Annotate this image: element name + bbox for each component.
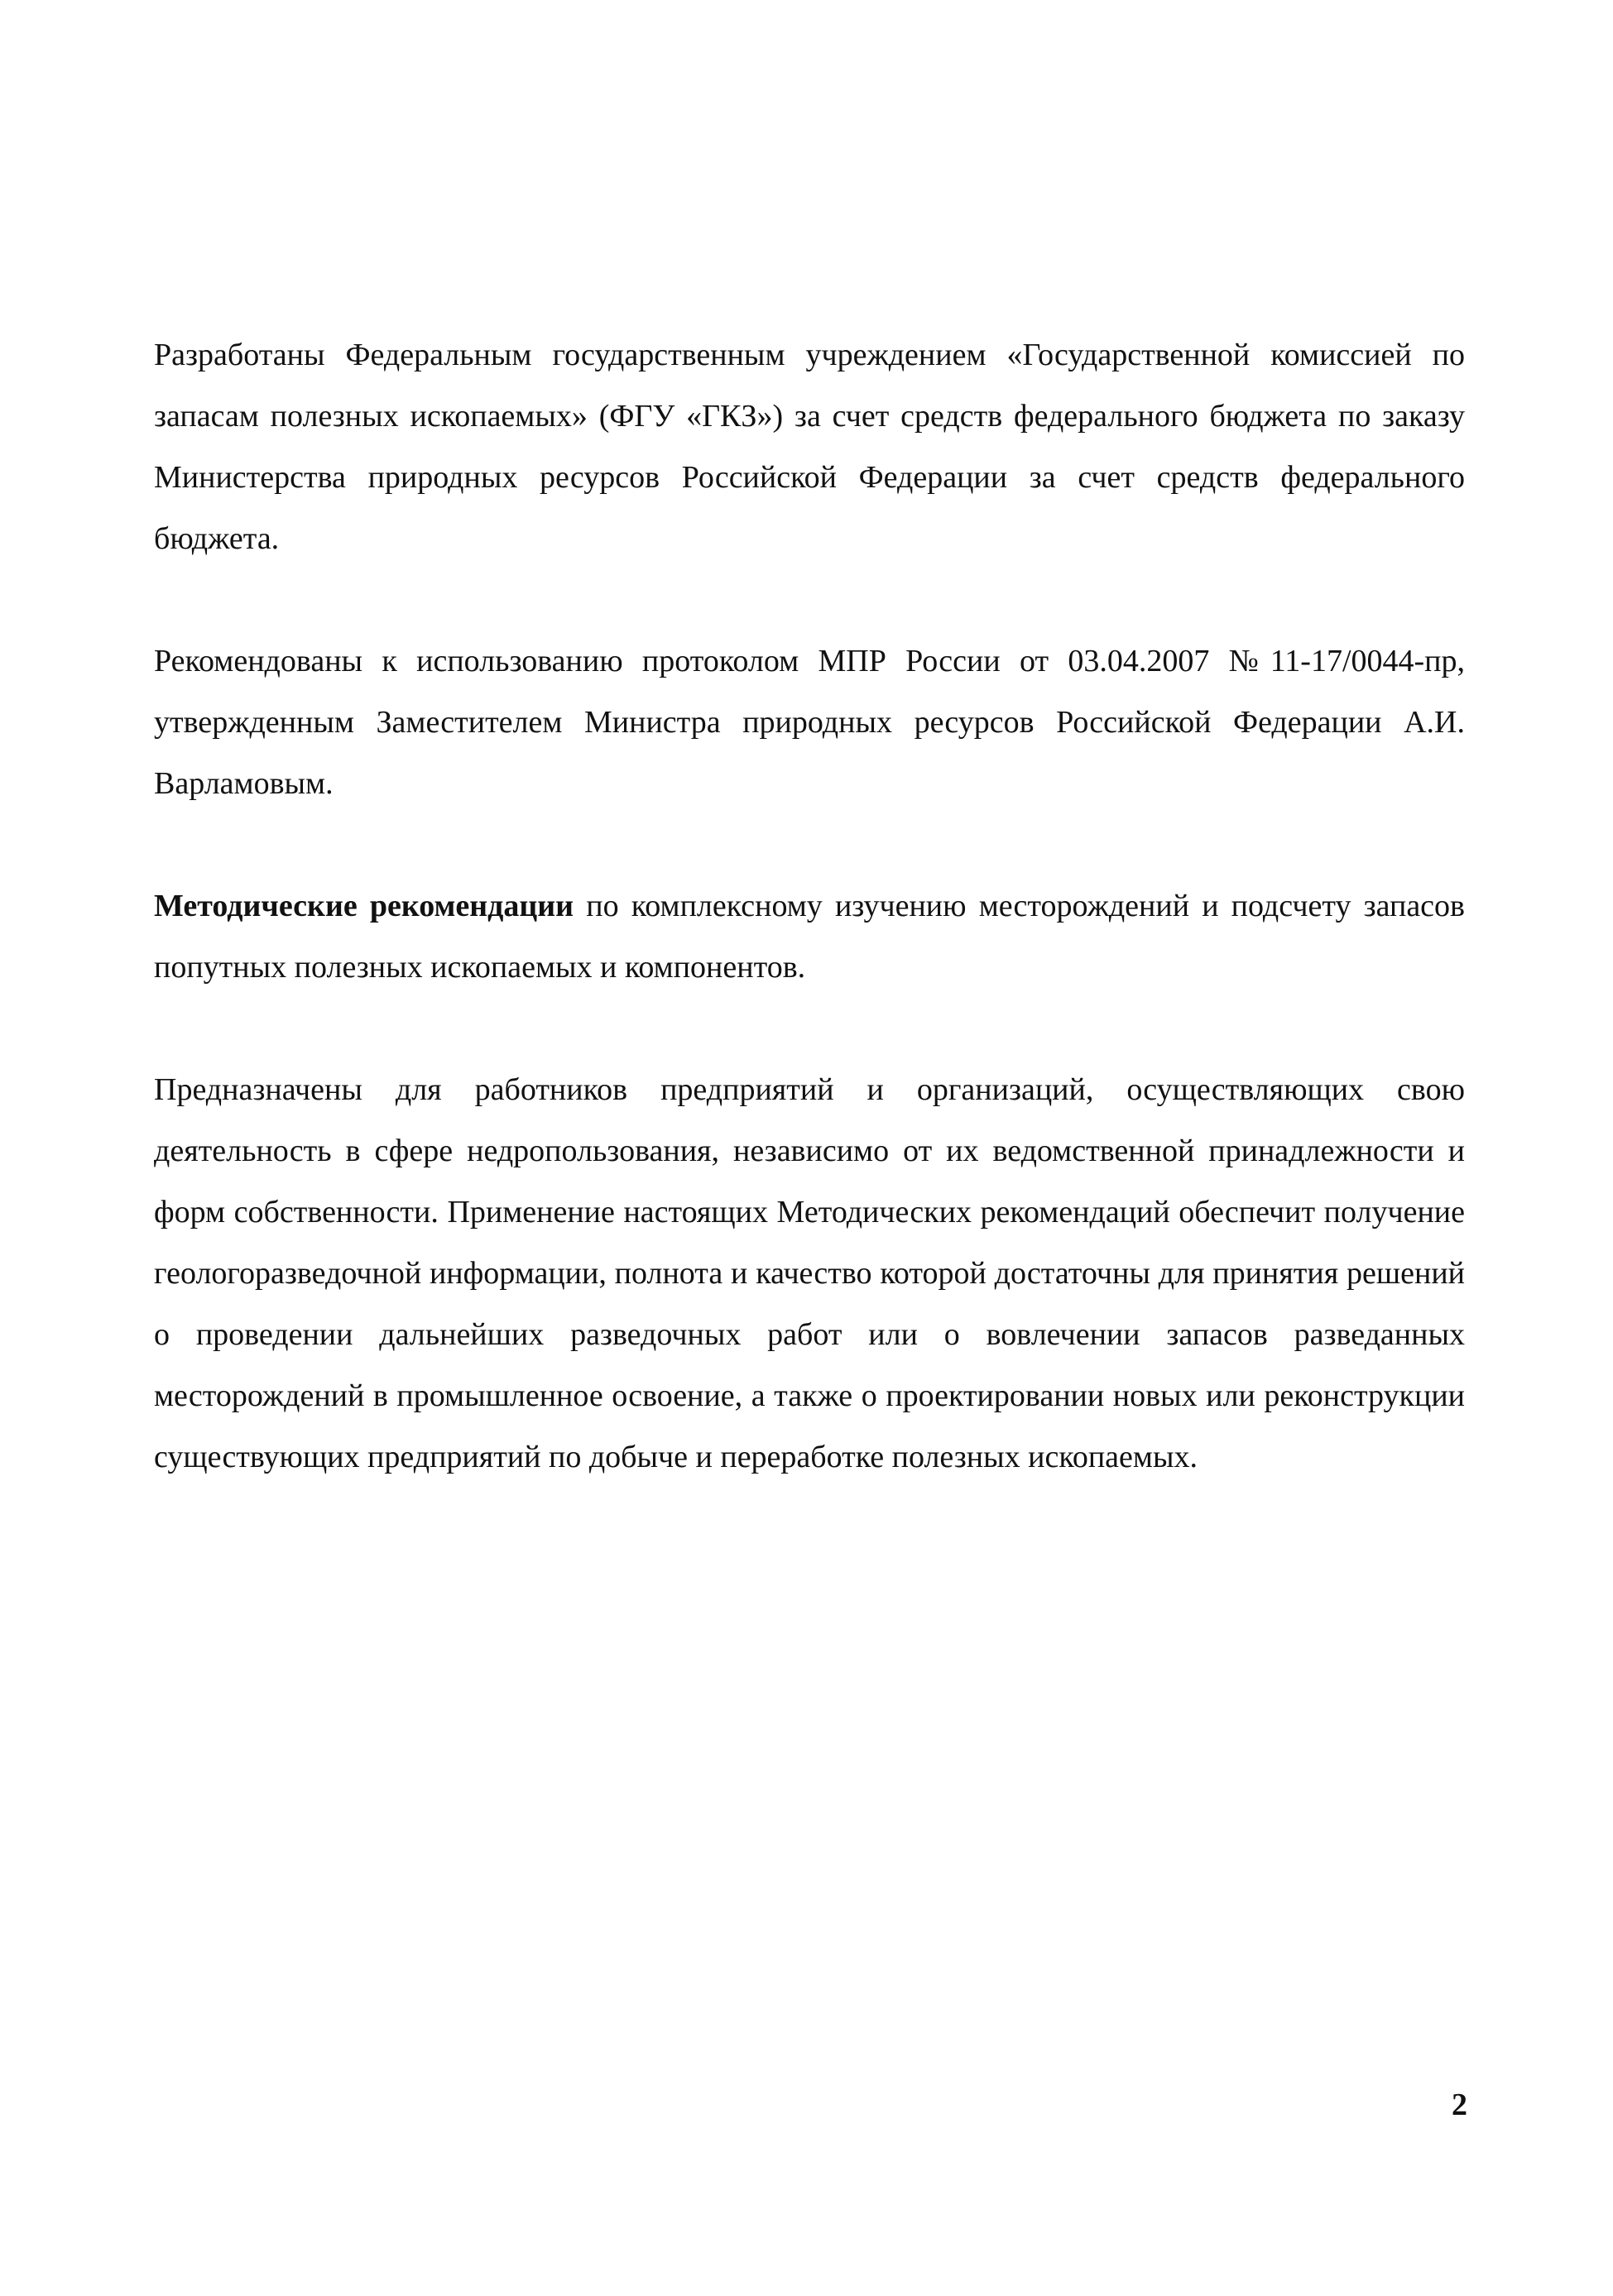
document-title-bold: Методические рекомендации xyxy=(154,889,574,923)
paragraph-purpose: Предназначены для работников предприятий и организаций, осуществляющих свою деятельность в сфере недропользования, независимо от их ведомственной принадлежности и форм собственности. Применение настоящих Методических рекомендаций обеспечит получение геологоразведочной информации, полнота и качество которой достаточны для принятия решений о проведении дальнейших разведочных работ или о вовлечении запасов разведанных месторождений в промышленное освоение, а также о проектировании новых или реконструкции существующих предприятий по добыче и переработке полезных ископаемых. xyxy=(154,1072,1465,1474)
paragraph-recommendation-protocol: Рекомендованы к использованию протоколом МПР России от 03.04.2007 №11-17/0044-пр, утвержденным Заместителем Министра природных ресурсов Российской Федерации А.И. Варламовым. xyxy=(154,644,1465,801)
document-title-rest: по комплексному изучению месторождений и подсчету запасов попутных полезных ископаемых и компонентов. xyxy=(154,889,1465,985)
page-number: 2 xyxy=(1452,2087,1467,2122)
paragraph-developers: Разработаны Федеральным государственным учреждением «Государственной комиссией по запасам полезных ископаемых» (ФГУ «ГКЗ») за счет средств федерального бюджета по заказу Министерства природных ресурсов Российской Федерации за счет средств федерального бюджета. xyxy=(154,338,1465,556)
document-body xyxy=(154,324,1465,1488)
paragraph-document-title xyxy=(154,875,1465,998)
